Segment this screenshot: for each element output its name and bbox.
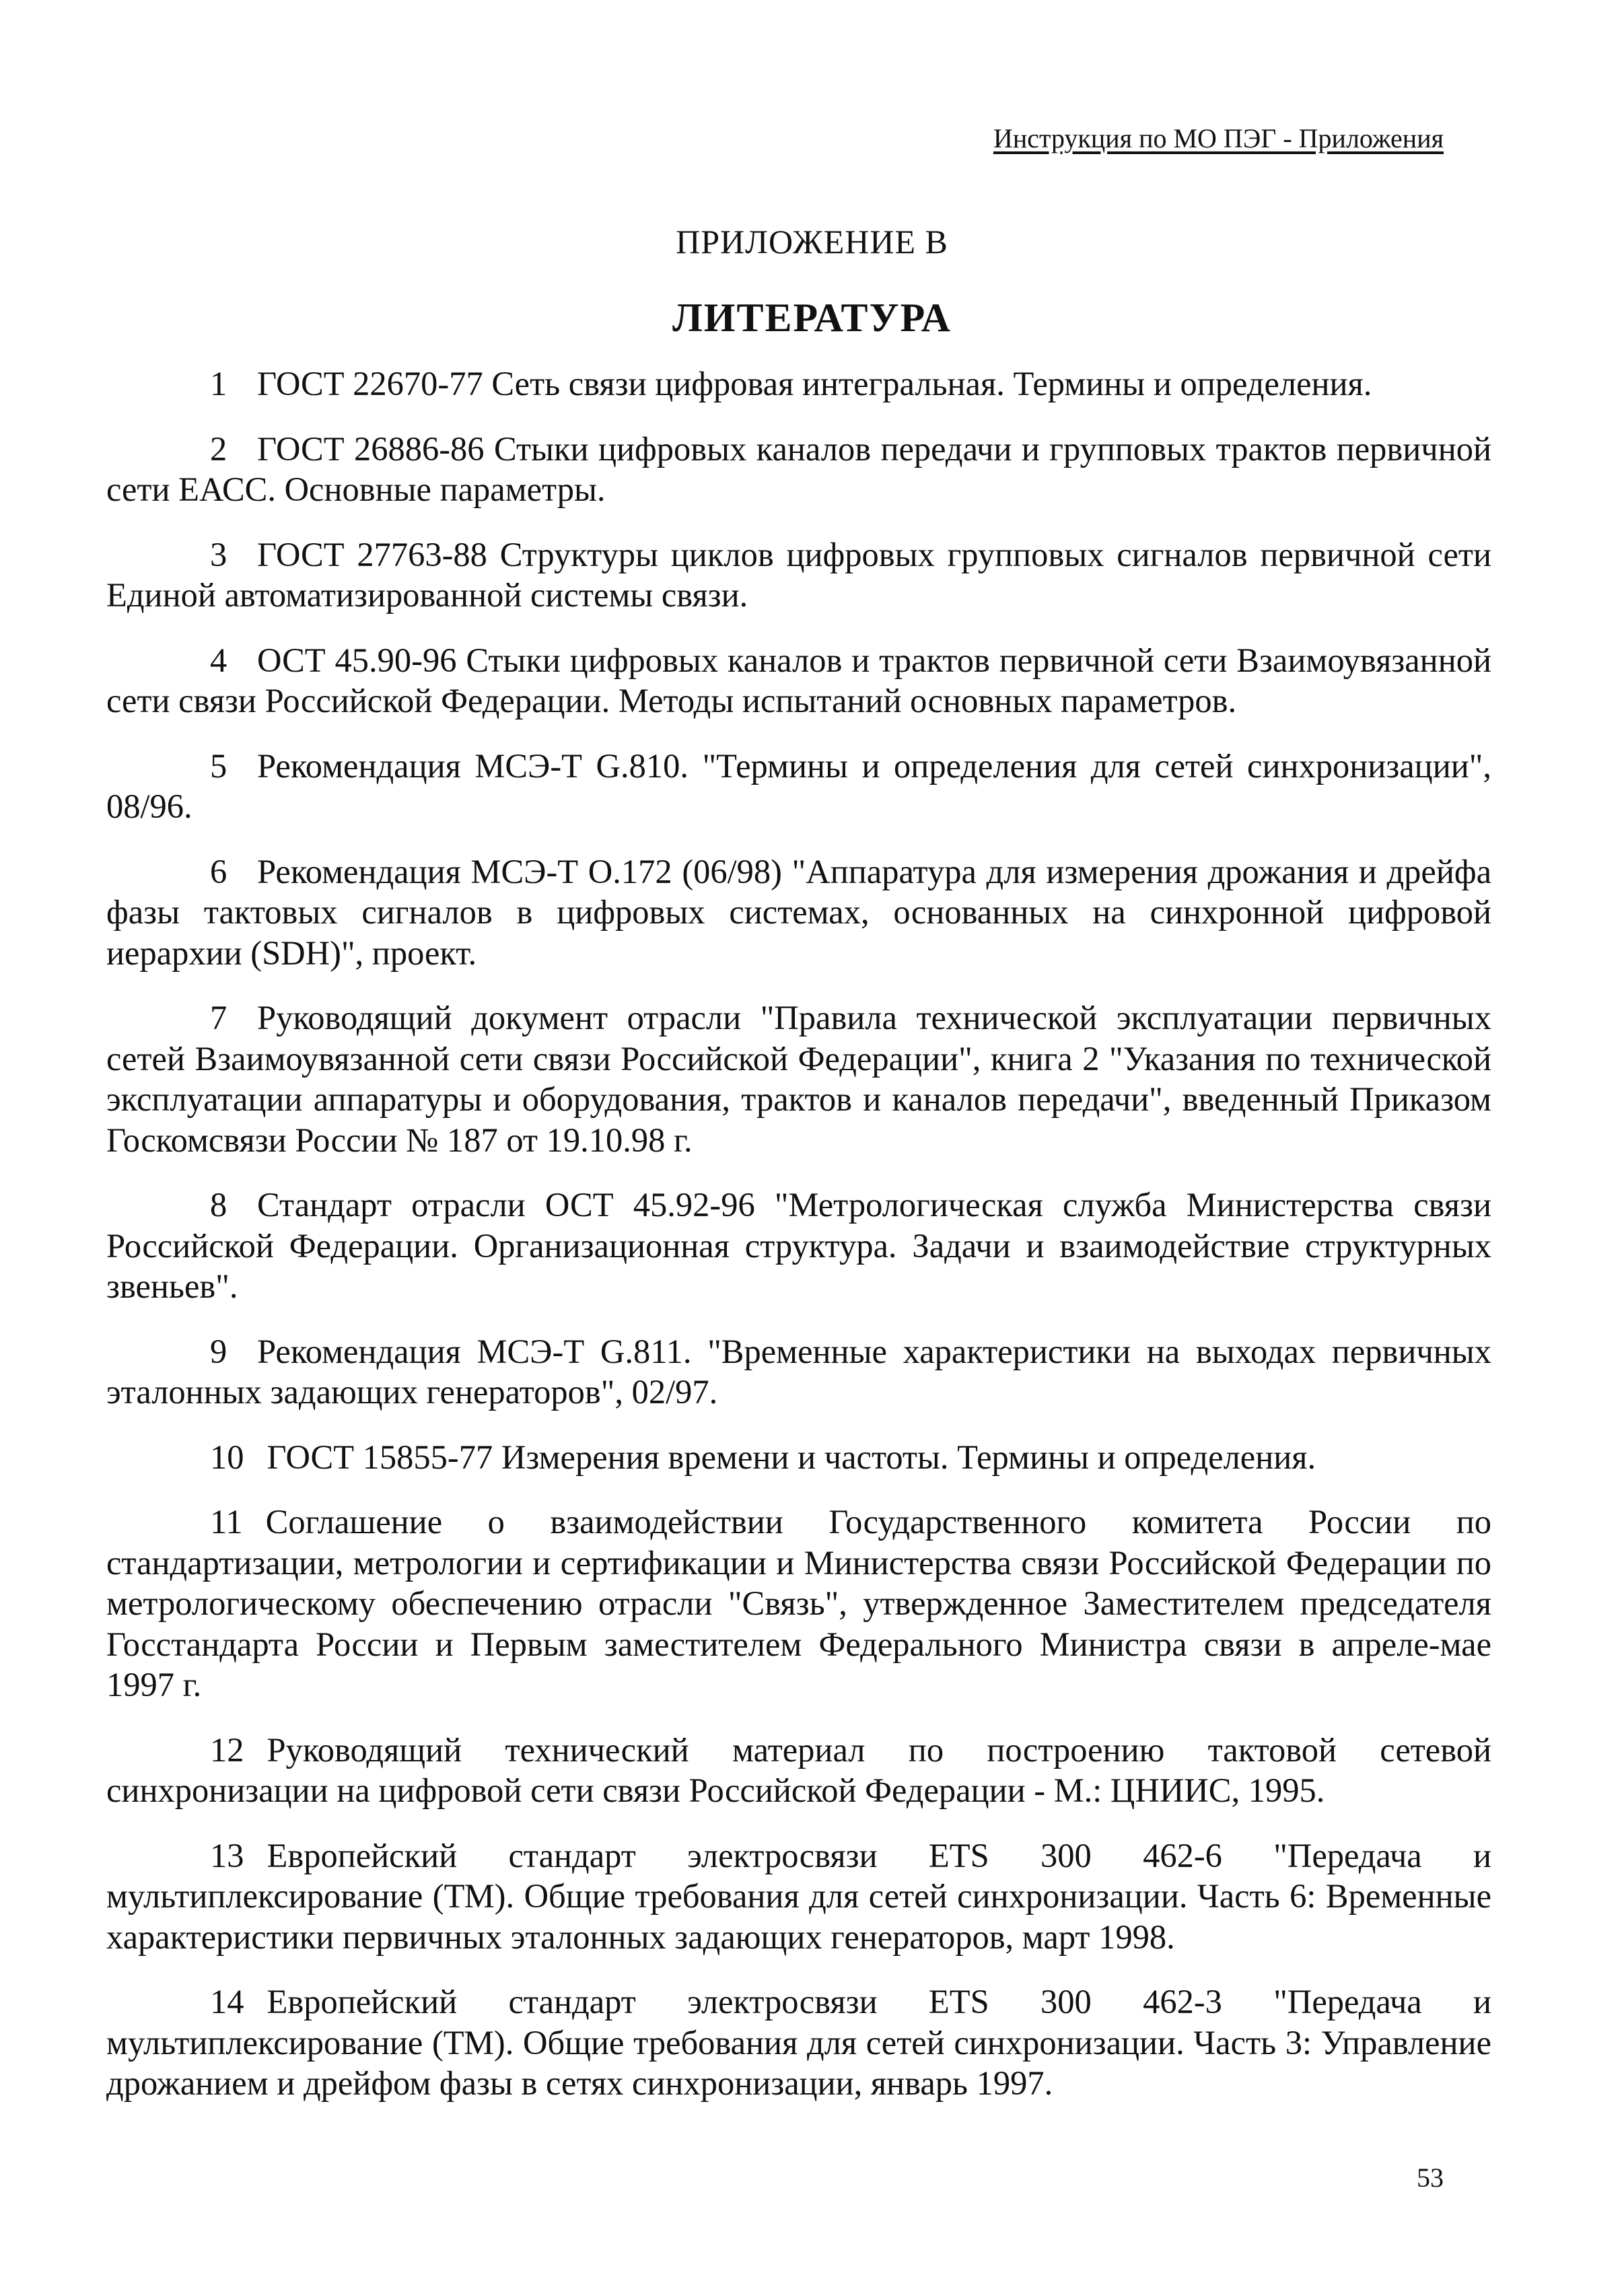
reference-number: 9 — [210, 1332, 227, 1370]
reference-text: Рекомендация МСЭ-Т O.172 (06/98) "Аппаратура для измерения дрожания и дрейфа фазы тактовых сигналов в цифровых системах, основанных на синхронной цифровой иерархии (SDH)", проект. — [106, 852, 1491, 972]
reference-number: 3 — [210, 535, 227, 573]
reference-item — [106, 534, 1491, 616]
reference-text: Рекомендация МСЭ-Т G.811. "Временные характеристики на выходах первичных эталонных задающих генераторов", 02/97. — [106, 1332, 1491, 1411]
reference-number: 6 — [210, 852, 227, 890]
reference-text: ГОСТ 27763-88 Структуры циклов цифровых групповых сигналов первичной сети Единой автоматизированной системы связи. — [106, 535, 1491, 614]
reference-number: 13 — [210, 1836, 244, 1874]
appendix-label: ПРИЛОЖЕНИЕ В — [676, 223, 948, 260]
reference-item — [106, 1437, 1491, 1478]
reference-text: ОСТ 45.90-96 Стыки цифровых каналов и трактов первичной сети Взаимоувязанной сети связи Российской Федерации. Методы испытаний основных параметров. — [106, 641, 1491, 719]
reference-item — [106, 640, 1491, 722]
reference-number: 8 — [210, 1186, 227, 1224]
reference-text: Стандарт отрасли ОСТ 45.92-96 "Метрологическая служба Министерства связи Российской Федерации. Организационная структура. Задачи и взаимодействие структурных звеньев". — [106, 1186, 1491, 1305]
reference-number: 14 — [210, 1983, 244, 2020]
reference-text: Соглашение о взаимодействии Государственного комитета России по стандартизации, метрологии и сертификации и Министерства связи Российской Федерации по метрологическому обеспечению отрасли "Связь", утвержденное Заместителем председателя Госстандарта России и Первым заместителем Федерального Министра связи в апреле-мае 1997 г. — [106, 1503, 1491, 1703]
reference-text: Европейский стандарт электросвязи ETS 300 462-6 "Передача и мультиплексирование (ТМ). Общие требования для сетей синхронизации. Часть 6: Временные характеристики первичных эталонных задающих генераторов, март 1998. — [106, 1836, 1491, 1956]
reference-text: Европейский стандарт электросвязи ETS 300 462-3 "Передача и мультиплексирование (ТМ). Общие требования для сетей синхронизации. Часть 3: Управление дрожанием и дрейфом фазы в сетях синхронизации, январь 1997. — [106, 1983, 1491, 2102]
reference-item — [106, 1185, 1491, 1307]
reference-item — [106, 1331, 1491, 1413]
reference-text: ГОСТ 26886-86 Стыки цифровых каналов передачи и групповых трактов первичной сети ЕАСС. Основные параметры. — [106, 429, 1491, 508]
reference-text: ГОСТ 15855-77 Измерения времени и частоты. Термины и определения. — [267, 1438, 1316, 1476]
page-number: 53 — [1417, 2163, 1444, 2193]
page-title: ЛИТЕРАТУРА — [672, 295, 952, 340]
reference-number: 4 — [210, 641, 227, 679]
reference-item — [106, 1502, 1491, 1706]
reference-item — [106, 851, 1491, 974]
reference-item — [106, 1730, 1491, 1811]
reference-number: 12 — [210, 1730, 244, 1769]
reference-text: Рекомендация МСЭ-Т G.810. "Термины и определения для сетей синхронизации", 08/96. — [106, 746, 1491, 825]
reference-item — [106, 997, 1491, 1160]
reference-number: 2 — [210, 429, 227, 468]
reference-item — [106, 746, 1491, 827]
reference-number: 7 — [210, 999, 227, 1036]
reference-text: ГОСТ 22670-77 Сеть связи цифровая интегральная. Термины и определения. — [257, 365, 1372, 402]
reference-item — [106, 1981, 1491, 2104]
reference-number: 11 — [210, 1503, 243, 1541]
reference-number: 1 — [210, 365, 227, 402]
reference-item — [106, 429, 1491, 510]
reference-number: 5 — [210, 746, 227, 785]
running-header: Инструкция по МО ПЭГ - Приложения — [993, 123, 1444, 153]
reference-text: Руководящий документ отрасли "Правила технической эксплуатации первичных сетей Взаимоувязанной сети связи Российской Федерации", книга 2 "Указания по технической эксплуатации аппаратуры и оборудования, трактов и каналов передачи", введенный Приказом Госкомсвязи России № 187 от 19.10.98 г. — [106, 999, 1491, 1159]
reference-item — [106, 363, 1491, 405]
reference-text: Руководящий технический материал по построению тактовой сетевой синхронизации на цифровой сети связи Российской Федерации - М.: ЦНИИС, 1995. — [106, 1730, 1491, 1809]
reference-list — [106, 363, 1491, 2128]
reference-number: 10 — [210, 1438, 244, 1476]
reference-item — [106, 1835, 1491, 1958]
